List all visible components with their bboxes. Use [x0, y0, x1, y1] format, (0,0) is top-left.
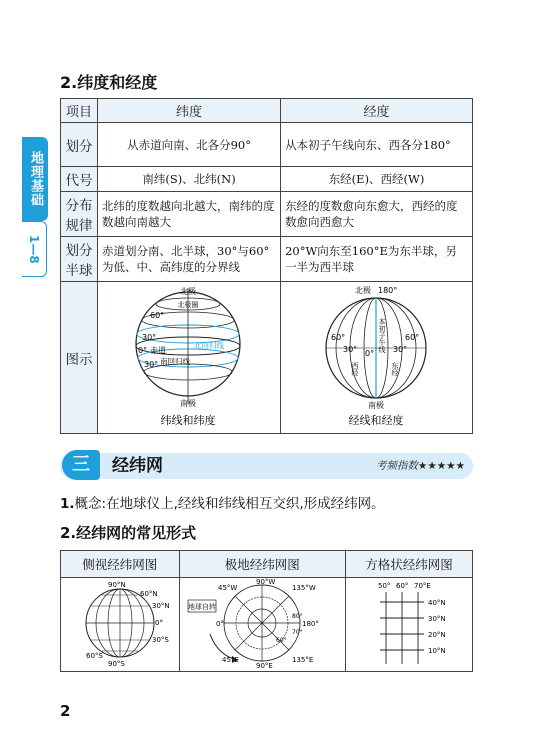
- polar-180: 180°: [302, 620, 320, 628]
- section-lat-lon-title: 2.纬度和经度: [60, 73, 158, 92]
- concept-paragraph: [60, 492, 385, 512]
- lat-fig-tropic-cancer: 北回归线: [194, 341, 224, 350]
- polar-90w: 90°W: [256, 578, 276, 586]
- side-view-cell: [61, 578, 180, 672]
- row-label-hemisphere: 划分半球: [61, 237, 98, 282]
- side-0: 0°: [154, 619, 163, 627]
- lat-code: 南纬(S)、北纬(N): [98, 167, 281, 192]
- side-30n: 30°N: [151, 602, 170, 610]
- lat-distribution: 北纬的度数越向北越大，南纬的度数越向南越大: [98, 192, 281, 237]
- lat-fig-arctic-circle: 北极圈: [177, 301, 199, 309]
- grid-view-cell: [346, 578, 473, 672]
- header-longitude: 经度: [281, 99, 473, 123]
- polar-70: 70°: [292, 629, 303, 636]
- forms-title: 2.经纬网的常见形式: [60, 524, 197, 542]
- polar-45w: 45°W: [218, 584, 238, 592]
- lon-code: 东经(E)、西经(W): [281, 167, 473, 192]
- grid-view-graticule: [346, 578, 472, 668]
- lon-fig-30e: 30°: [393, 345, 408, 354]
- polar-view-cell: [179, 578, 346, 672]
- concept-label: 1.: [60, 496, 75, 512]
- section-number: 三: [62, 450, 100, 480]
- lat-fig-30s: 30°: [144, 360, 159, 369]
- polar-60: 60°: [276, 637, 287, 644]
- polar-90e: 90°E: [256, 662, 274, 668]
- chapter-side-tab: [22, 137, 48, 277]
- polar-rotation-label: 地球自转: [188, 603, 217, 611]
- header-item: 项目: [61, 99, 98, 123]
- grid-row-10n: 10°N: [428, 647, 446, 655]
- latitude-globe-figure: [98, 282, 278, 430]
- lon-fig-east: 东经: [391, 362, 400, 376]
- section-title: 经纬网: [112, 456, 163, 476]
- row-label-distribution: 分布规律: [61, 192, 98, 237]
- chapter-range-tab: 1—8: [22, 221, 47, 277]
- side-60s: 60°S: [85, 652, 103, 660]
- lat-fig-equator: 赤道: [150, 346, 166, 355]
- lat-fig-30: 30°: [142, 333, 157, 342]
- grid-col-50: 50°: [378, 582, 391, 590]
- row-label-division: 划分: [61, 123, 98, 167]
- lat-fig-caption: 纬线和纬度: [160, 414, 216, 427]
- polar-135e: 135°E: [292, 656, 314, 664]
- polar-view-graticule: [180, 578, 344, 668]
- lat-fig-north-pole: 北极: [180, 287, 196, 296]
- section-banner: [60, 450, 473, 480]
- grid-col-60: 60°: [396, 582, 409, 590]
- polar-80: 80°: [292, 613, 303, 620]
- longitude-globe-figure: [281, 282, 471, 430]
- grid-row-20n: 20°N: [428, 631, 446, 639]
- header-latitude: 纬度: [98, 99, 281, 123]
- longitude-figure-cell: [281, 282, 473, 434]
- lat-fig-south-pole: 南极: [180, 399, 196, 408]
- lon-fig-south-pole: 南极: [368, 401, 385, 410]
- side-90s: 90°S: [107, 660, 125, 668]
- polar-135w: 135°W: [292, 584, 317, 592]
- lon-fig-0: 0°: [365, 349, 375, 358]
- grid-row-30n: 30°N: [428, 615, 446, 623]
- graticule-forms-table: [60, 550, 473, 672]
- page-number: 2: [60, 702, 71, 720]
- side-60n: 60°N: [139, 590, 158, 598]
- row-label-illustration: 图示: [61, 282, 98, 434]
- lon-hemisphere: 20°W向东至160°E为东半球，另一半为西半球: [281, 237, 473, 282]
- side-view-graticule: [62, 578, 178, 668]
- lon-fig-west: 西经: [351, 362, 360, 376]
- side-90n: 90°N: [107, 581, 126, 589]
- lon-division: 从本初子午线向东、西各分180°: [281, 123, 473, 167]
- lon-fig-caption: 经线和经度: [348, 414, 404, 427]
- grid-col-70e: 70°E: [414, 582, 431, 590]
- polar-45e: 45°E: [222, 656, 240, 664]
- latitude-figure-cell: [98, 282, 281, 434]
- lon-distribution: 东经的度数愈向东愈大，西经的度数愈向西愈大: [281, 192, 473, 237]
- side-30s: 30°S: [151, 636, 169, 644]
- lon-fig-north-pole: 北极: [355, 286, 372, 295]
- row-label-code: 代号: [61, 167, 98, 192]
- lon-fig-60w: 60°: [331, 333, 346, 342]
- subject-tab: 地理基础: [22, 137, 48, 221]
- lon-fig-60e: 60°: [405, 333, 420, 342]
- lat-fig-tropic-capricorn: 南回归线: [160, 357, 190, 366]
- lon-fig-30w: 30°: [343, 345, 358, 354]
- lat-hemisphere: 赤道划分南、北半球，30°与60°为低、中、高纬度的分界线: [98, 237, 281, 282]
- lat-lon-table: [60, 98, 473, 434]
- header-polar-view: 极地经纬网图: [179, 551, 346, 578]
- grid-row-40n: 40°N: [428, 599, 446, 607]
- header-side-view: 侧视经纬网图: [61, 551, 180, 578]
- polar-0: 0°: [216, 620, 225, 628]
- lon-fig-180: 180°: [378, 286, 398, 295]
- lat-division: 从赤道向南、北各分90°: [98, 123, 281, 167]
- exam-frequency: 考频指数★★★★★: [375, 460, 465, 472]
- lon-fig-prime-meridian: 本初子午线: [378, 318, 387, 353]
- header-grid-view: 方格状经纬网图: [346, 551, 473, 578]
- concept-text: 概念:在地球仪上,经线和纬线相互交织,形成经纬网。: [74, 496, 385, 512]
- lat-fig-60: 60°: [150, 311, 165, 320]
- lat-fig-0: 0°: [138, 346, 148, 355]
